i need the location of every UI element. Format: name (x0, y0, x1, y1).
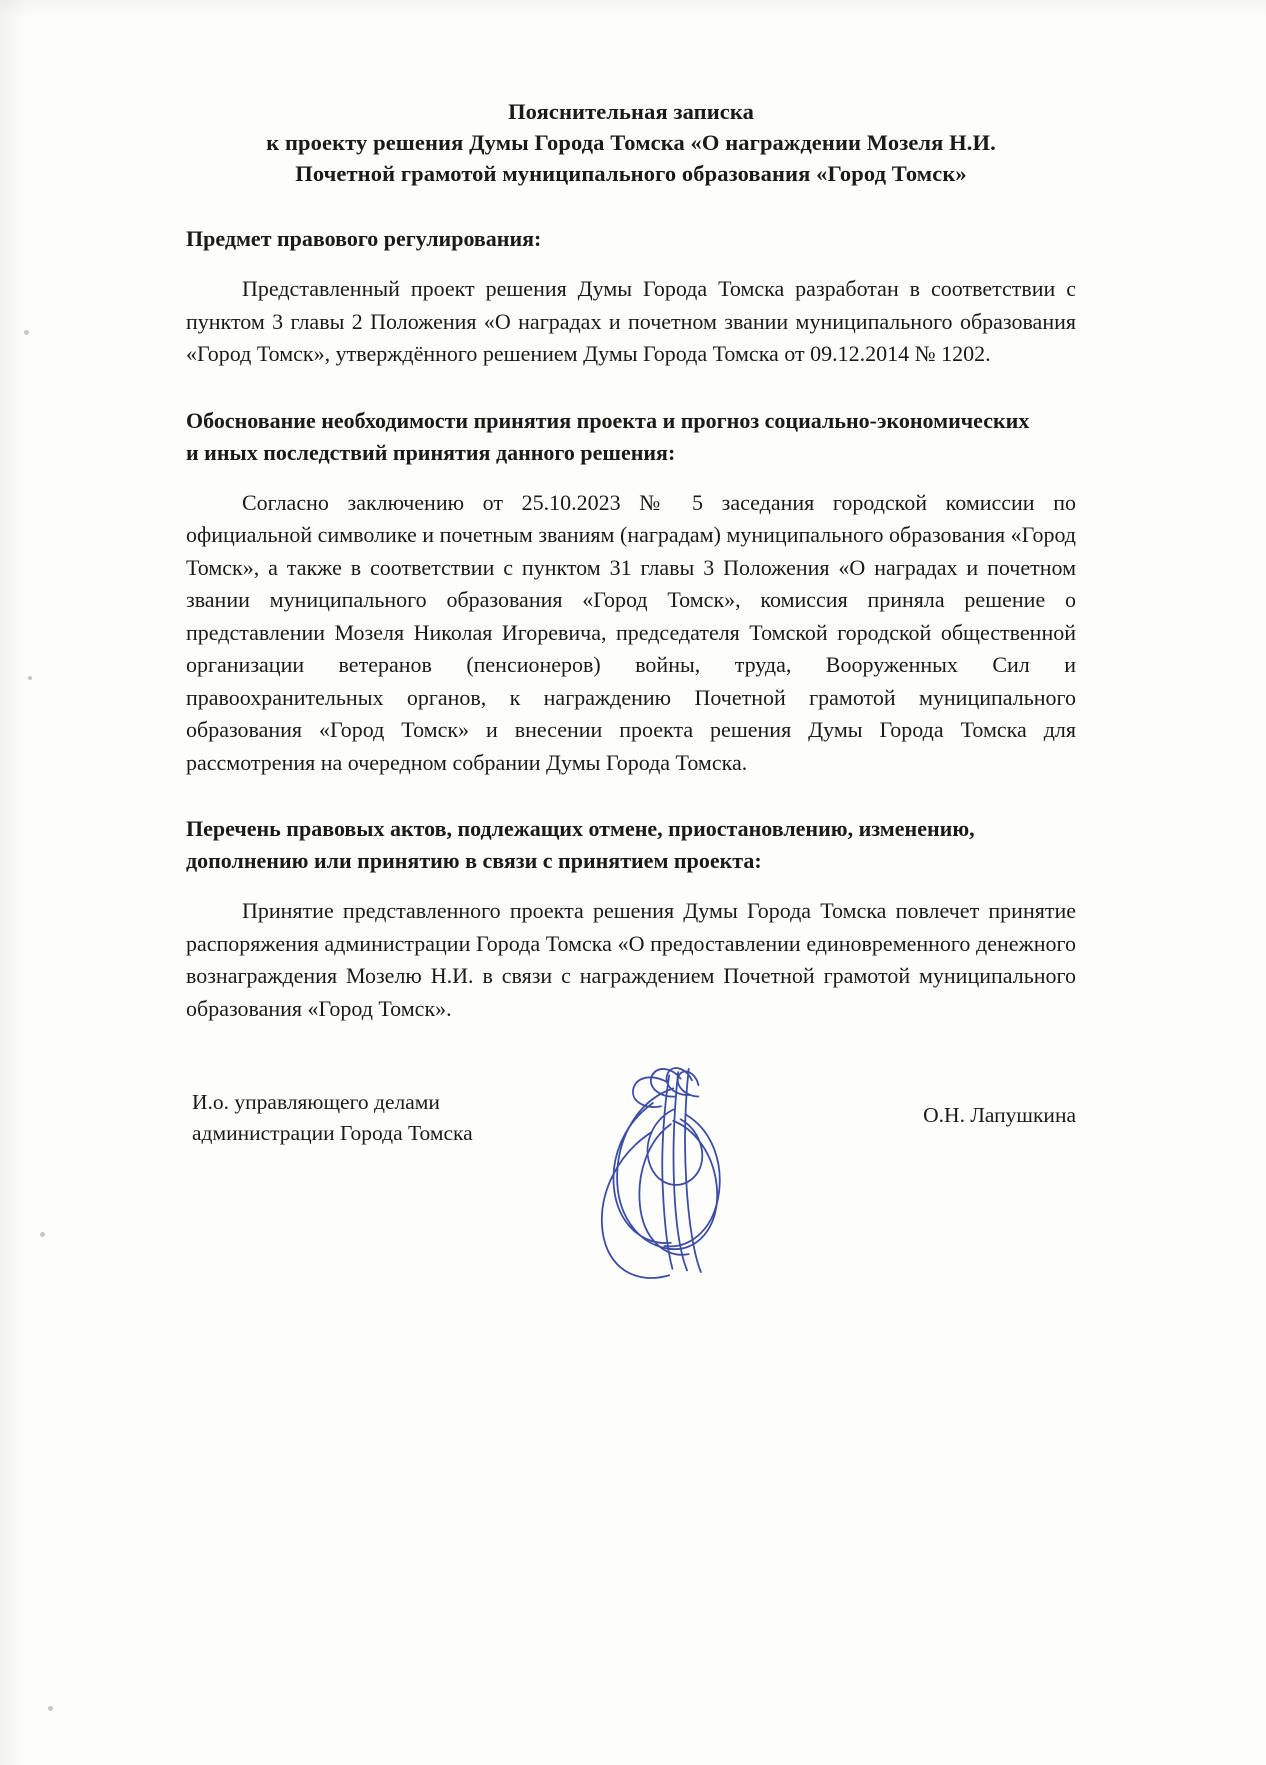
section-heading-justification-line-1: Обоснование необходимости принятия проекта и прогноз социально-экономических (186, 407, 1030, 433)
handwritten-signature-icon (186, 1025, 1076, 1285)
scan-speck (48, 1706, 53, 1711)
signatory-position-line-2: администрации Города Томска (192, 1121, 473, 1145)
signatory-name: О.Н. Лапушкина (923, 1103, 1076, 1127)
scan-speck (40, 1232, 45, 1237)
section-paragraph-subject: Представленный проект решения Думы Города Томска разработан в соответствии с пунктом 3 главы 2 Положения «О наградах и почетном звании муниципального образования «Город Томск», утверждённого решением Думы Города Томска от 09.12.2014 № 1202. (186, 276, 1076, 366)
title-line-3: Почетной грамотой муниципального образования «Город Томск» (295, 161, 967, 186)
scan-speck (28, 676, 32, 680)
signature-area (186, 1025, 1076, 1285)
signatory-position-line-1: И.о. управляющего делами (192, 1090, 440, 1114)
title-line-1: Пояснительная записка (508, 99, 754, 124)
section-heading-justification (186, 405, 1076, 469)
section-paragraph-justification: Согласно заключению от 25.10.2023 № 5 заседания городской комиссии по официальной символике и почетным званиям (наградам) муниципального образования «Город Томск», а также в соответствии с пунктом 31 главы 3 Положения «О наградах и почетном звании муниципального образования «Город Томск», комиссия приняла решение о представлении Мозеля Николая Игоревича, председателя Томской городской общественной организации ветеранов (пенсионеров) войны, труда, Вооруженных Сил и правоохранительных органов, к награждению Почетной грамотой муниципального образования «Город Томск» и внесении проекта решения Думы Города Томска для рассмотрения на очередном собрании Думы Города Томска. (186, 489, 1076, 775)
section-heading-legal-acts-line-1: Перечень правовых актов, подлежащих отмене, приостановлению, изменению, (186, 816, 975, 841)
section-paragraph-legal-acts: Принятие представленного проекта решения Думы Города Томска повлечет принятие распоряжения администрации Города Томска «О предоставлении единовременного денежного вознаграждения Мозелю Н.И. в связи с награждением Почетной грамотой муниципального образования «Город Томск». (186, 898, 1076, 1021)
section-heading-legal-acts-line-2: дополнению или принятию в связи с принятием проекта: (186, 848, 762, 873)
title-line-2: к проекту решения Думы Города Томска «О награждении Мозеля Н.И. (266, 130, 996, 155)
scan-shadow-top (0, 0, 1266, 18)
document-body (186, 96, 1076, 1285)
scan-shadow-left (0, 0, 26, 1765)
section-heading-legal-acts (186, 813, 1076, 877)
signatory-position (192, 1087, 473, 1149)
scan-speck (24, 330, 29, 335)
section-heading-justification-line-2: и иных последствий принятия данного решения: (186, 439, 676, 465)
page-title (186, 96, 1076, 189)
section-heading-subject-line-1: Предмет правового регулирования: (186, 226, 542, 251)
section-heading-subject (186, 223, 1076, 255)
